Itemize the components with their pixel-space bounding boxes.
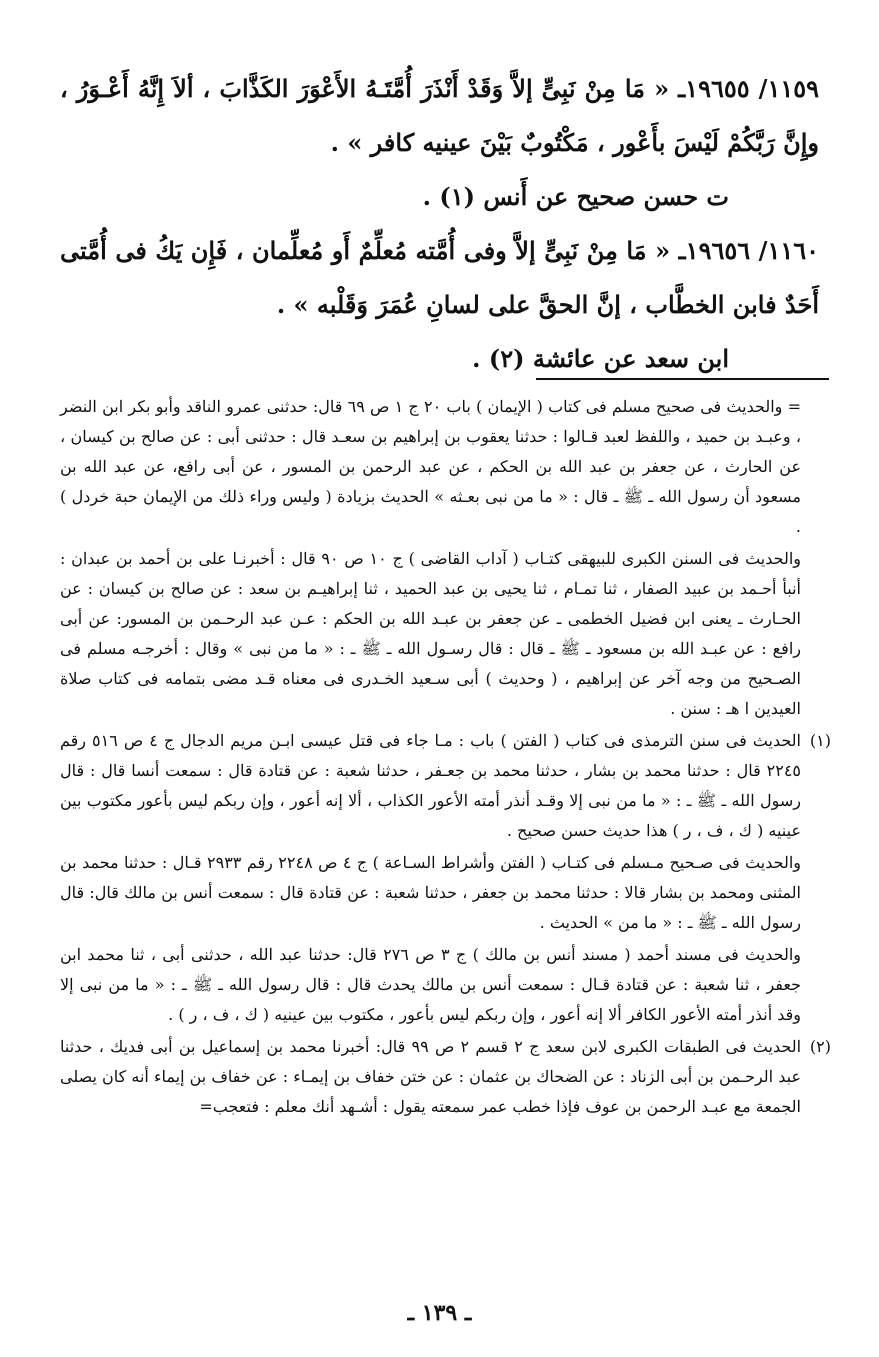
footnote-1-marker: (١) <box>809 731 831 750</box>
footnote-1 <box>60 726 831 846</box>
footnote-separator <box>536 378 829 380</box>
footnote-2-text: الحديث فى الطبقات الكبرى لابن سعد ج ٢ قسم ٢ ص ٩٩ قال: أخبرنا محمد بن إسماعيل بن أبى فديك ، حدثنا عبد الرحـمن بن أبى الزناد : عن الضحاك بن عثمان : عن ختن خفاف بن إيمـاء : عن خفاف بن إيماء أنه كان يصلى الجمعة مع عبـد الرحمن بن عوف فإذا خطب عمر سمعته يقول : أشـهد أنك معلم : فتعجب= <box>60 1037 802 1116</box>
footnote-continuation-1: = والحديث فى صحيح مسلم فى كتاب ( الإيمان ) باب ٢٠ ج ١ ص ٦٩ قال: حدثنى عمرو الناقد وأبو بكر ابن النضر ، وعبـد بن حميد ، واللفظ لعبد قـالوا : حدثنا يعقوب بن إبراهيم بن سعـد قال : حدثنى أبى : عن صالح بن كيسان ، عن الحارث ، عن جعفر بن عبد الله بن الحكم ، عن عبد الرحمن بن المسور ، عن أبى رافع، عن عبد الله بن مسعود أن رسول الله ـ ﷺ ـ قال : « ما من نبى بعـثه » الحديث بزيادة ( وليس وراء ذلك من الإيمان حبة خردل ) . <box>60 397 801 536</box>
footnote-2-marker: (٢) <box>809 1037 831 1056</box>
hadith-1159: ١١٥٩/ ١٩٦٥٥ـ « مَا مِنْ نَبِىٍّ إلاَّ وَقَدْ أَنْذَرَ أُمَّتَـهُ الأَعْوَرَ الكَذَّابَ ، ألاَ إِنَّهُ أَعْـوَرُ ، وإِنَّ رَبَّكُمْ لَيْسَ بأَعْور ، مَكْتُوبٌ بَيْنَ عينيه كافر » . <box>60 74 820 157</box>
footnote-1-para-2: والحديث فى صـحيح مـسلم فى كتـاب ( الفتن وأشراط السـاعة ) ج ٤ ص ٢٢٤٨ رقم ٢٩٣٣ قـال : حدثنا محمد بن المثنى ومحمد بن بشار قالا : حدثنا محمد بن جعفر ، حدثنا شعبة : عن قتادة قال : سمعت أنس بن مالك قال: قال رسول الله ـ ﷺ ـ : « ما من » الحديث . <box>60 853 802 932</box>
hadith-1160: ١١٦٠/ ١٩٦٥٦ـ « مَا مِنْ نَبِىٍّ إلاَّ وفى أُمَّته مُعلِّمٌ أَو مُعلِّمان ، فَإِن يَكُ فى أُمَّتى أَحَدٌ فابن الخطَّاب ، إنَّ الحقَّ على لسانِ عُمَرَ وَقَلْبه » . <box>60 236 820 319</box>
hadith-1159-source: ت حسن صحيح عن أَنس (١) . <box>422 182 729 211</box>
footnotes <box>60 392 831 1124</box>
footnote-1-text: الحديث فى سنن الترمذى فى كتاب ( الفتن ) باب : مـا جاء فى قتل عيسى ابـن مريم الدجال ج ٤ ص ٥١٦ رقم ٢٢٤٥ قال : حدثنا محمد بن بشار ، حدثنا محمد بن جعـفر ، حدثنا شعبة : عن قتادة قال : سمعت أنسا قال : قال رسول الله ـ ﷺ ـ : « ما من نبى إلا وقـد أنذر أمته الأعور الكذاب ، ألا إنه أعور ، وإن ربكم ليس بأعور مكتوب بين عينيه ( ك ، ف ، ر ) هذا حديث حسن صحيح . <box>60 731 802 840</box>
footnote-1-para-3: والحديث فى مسند أحمد ( مسند أنس بن مالك ) ج ٣ ص ٢٧٦ قال: حدثنا عبد الله ، حدثنى أبى ، ثنا محمد ابن جعفر ، ثنا شعبة : عن قتادة قـال : سمعت أنس بن مالك يحدث قال : قال رسول الله ـ ﷺ ـ : « ما من نبى إلا وقد أنذر أمته الأعور الكافر ألا إنه أعور ، وإن ربكم ليس بأعور ، مكتوب بين عينيه ( ك ، ف ، ر ) . <box>60 945 802 1024</box>
main-hadith-text <box>60 62 819 386</box>
footnote-2 <box>60 1032 831 1122</box>
page-number: ـ ١٣٩ ـ <box>407 1300 472 1326</box>
footnote-continuation-2: والحديث فى السنن الكبرى للبيهقى كتـاب ( آداب القاضى ) ج ١٠ ص ٩٠ قال : أخبرنـا على بن أحمد بن عبدان : أنبأ أحـمد بن عبيد الصفار ، ثنا تمـام ، ثنا يحيى بن عبد الحميد ، ثنا إبراهيـم بن سعد : عن صالح بن كيسان : عن الحـارث ـ يعنى ابن فضيل الخطمى ـ عن جعفر بن عبـد الله بن الحكم : عـن عبد الرحـمن بن المسور: عن أبى رافع : عن عبـد الله بن مسعود ـ ﷺ ـ قال : قال رسـول الله ـ ﷺ ـ : « ما من نبى » وقال : أخرجـه مسلم فى الصـحيح من وجه آخر عن إبراهيم ، ( وحديث ) أبى سـعيد الخـدرى فى معناه قـد مضى بتمامه فى كتاب صلاة العيدين ا هـ : سنن . <box>60 549 802 718</box>
hadith-1160-source: ابن سعد عن عائشة (٢) . <box>472 344 729 373</box>
